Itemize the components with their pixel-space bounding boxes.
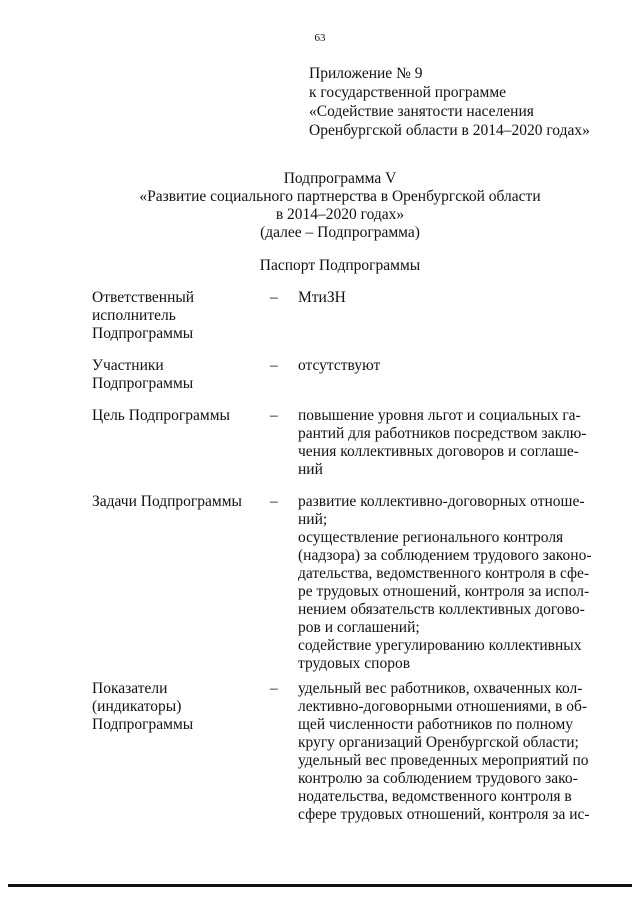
row-value bbox=[298, 357, 586, 375]
appendix-line: Оренбургской области в 2014–2020 годах» bbox=[309, 122, 590, 139]
subprogram-title bbox=[0, 170, 640, 242]
row-value bbox=[298, 493, 592, 673]
passport-title: Паспорт Подпрограммы bbox=[259, 257, 421, 274]
row-dash: – bbox=[270, 680, 278, 697]
value-item bbox=[298, 289, 586, 307]
label-line: Ответственный bbox=[92, 289, 195, 306]
value-line: трудовых споров bbox=[298, 655, 411, 672]
label-line: Задачи Подпрограммы bbox=[92, 493, 242, 510]
subprogram-line: «Развитие социального партнерства в Оренбургской области bbox=[139, 188, 541, 205]
value-line: повышение уровня льгот и социальных га- bbox=[298, 407, 581, 424]
value-line: МтиЗН bbox=[298, 289, 346, 306]
label-line: Подпрограммы bbox=[92, 375, 194, 392]
row-dash: – bbox=[270, 493, 278, 510]
label-line: Участники bbox=[92, 357, 164, 374]
value-line: удельный вес работников, охваченных кол- bbox=[298, 680, 583, 697]
appendix-header bbox=[309, 64, 629, 140]
value-line: кругу организаций Оренбургской области; bbox=[298, 734, 579, 751]
appendix-line: Приложение № 9 bbox=[309, 65, 423, 82]
row-value bbox=[298, 680, 590, 824]
label-line: Показатели bbox=[92, 680, 168, 697]
value-line: отсутствуют bbox=[298, 357, 381, 374]
row-value bbox=[298, 407, 586, 479]
value-line: щей численности работников по полному bbox=[298, 716, 574, 733]
value-item bbox=[298, 637, 586, 673]
value-item bbox=[298, 493, 586, 529]
label-line: исполнитель bbox=[92, 307, 176, 324]
value-line: контролю за соблюдением трудового зако- bbox=[298, 770, 578, 787]
value-item bbox=[298, 357, 586, 375]
value-line: (надзора) за соблюдением трудового законо- bbox=[298, 547, 592, 564]
row-value bbox=[298, 289, 586, 307]
value-item bbox=[298, 529, 592, 637]
value-line: нением обязательств коллективных догово- bbox=[298, 601, 585, 618]
value-item bbox=[298, 407, 586, 479]
value-item bbox=[298, 752, 590, 824]
value-line: дательства, ведомственного контроля в сфе- bbox=[298, 565, 590, 582]
row-label bbox=[92, 680, 257, 734]
value-line: ний; bbox=[298, 511, 328, 528]
value-line: ров и соглашений; bbox=[298, 619, 420, 636]
row-label bbox=[92, 357, 257, 393]
label-line: Подпрограммы bbox=[92, 716, 194, 733]
value-line: содействие урегулированию коллективных bbox=[298, 637, 582, 654]
value-line: осуществление регионального контроля bbox=[298, 529, 564, 546]
value-line: лективно-договорными отношениями, в об- bbox=[298, 698, 588, 715]
value-line: нодательства, ведомственного контроля в bbox=[298, 788, 572, 805]
row-dash: – bbox=[270, 357, 278, 374]
value-line: сфере трудовых отношений, контроля за ис- bbox=[298, 806, 590, 823]
label-line: (индикаторы) bbox=[92, 698, 182, 715]
value-item bbox=[298, 680, 586, 752]
page-bottom-rule bbox=[8, 884, 632, 887]
row-label bbox=[92, 407, 257, 425]
subprogram-line: в 2014–2020 годах» bbox=[275, 206, 405, 223]
value-line: чения коллективных договоров и соглаше- bbox=[298, 443, 579, 460]
appendix-line: к государственной программе bbox=[309, 84, 507, 101]
value-line: рантий для работников посредством заклю- bbox=[298, 425, 587, 442]
value-line: удельный вес проведенных мероприятий по bbox=[298, 752, 589, 769]
subprogram-line: (далее – Подпрограмма) bbox=[260, 224, 420, 241]
row-label bbox=[92, 493, 257, 511]
value-line: развитие коллективно-договорных отноше- bbox=[298, 493, 585, 510]
row-label bbox=[92, 289, 257, 343]
page-number: 63 bbox=[314, 32, 326, 44]
subprogram-line: Подпрограмма V bbox=[283, 170, 397, 187]
value-line: ре трудовых отношений, контроля за испол- bbox=[298, 583, 590, 600]
value-line: ний bbox=[298, 461, 323, 478]
label-line: Подпрограммы bbox=[92, 325, 194, 342]
appendix-line: «Содействие занятости населения bbox=[309, 103, 534, 120]
label-line: Цель Подпрограммы bbox=[92, 407, 230, 424]
row-dash: – bbox=[270, 289, 278, 306]
row-dash: – bbox=[270, 407, 278, 424]
